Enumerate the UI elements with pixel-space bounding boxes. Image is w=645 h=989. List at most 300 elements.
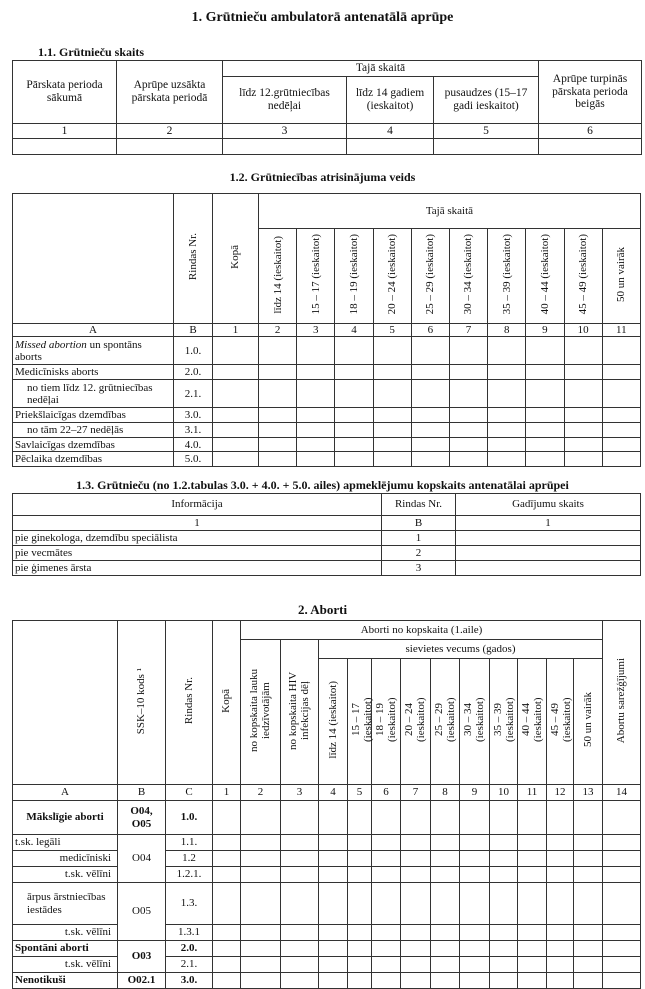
value-cell[interactable] (281, 925, 319, 941)
value-cell[interactable] (518, 851, 547, 867)
value-cell[interactable] (449, 365, 487, 380)
value-cell[interactable] (213, 801, 241, 835)
table-row (13, 835, 641, 851)
age-column-header (490, 659, 518, 785)
value-cell[interactable] (603, 835, 641, 851)
value-cell[interactable] (372, 883, 401, 925)
value-cell[interactable] (490, 925, 518, 941)
column-number: 12 (547, 785, 574, 801)
col-header: Pārskata perioda sākumā (13, 61, 117, 124)
row-number: 2.0. (166, 941, 213, 957)
value-cell[interactable] (490, 801, 518, 835)
value-cell[interactable] (223, 139, 347, 155)
value-cell[interactable] (518, 835, 547, 851)
value-cell[interactable] (460, 941, 490, 957)
value-cell[interactable] (603, 941, 641, 957)
value-cell[interactable] (526, 380, 564, 408)
value-cell[interactable] (547, 957, 574, 973)
value-cell[interactable] (564, 423, 602, 438)
value-cell[interactable] (213, 867, 241, 883)
age-column-header (373, 229, 411, 324)
value-cell[interactable] (335, 365, 373, 380)
table-row (13, 561, 641, 576)
value-cell[interactable] (372, 851, 401, 867)
column-number: 6 (372, 785, 401, 801)
table-row (13, 941, 641, 957)
value-cell[interactable] (373, 365, 411, 380)
value-cell[interactable] (319, 883, 348, 925)
group-header: Aborti no kopskaita (1.aile) (241, 621, 603, 640)
value-cell[interactable] (411, 365, 449, 380)
value-cell[interactable] (564, 337, 602, 365)
row-number: 1.1. (166, 835, 213, 851)
value-cell[interactable] (319, 851, 348, 867)
table-row (13, 452, 641, 467)
value-cell[interactable] (518, 957, 547, 973)
value-cell[interactable] (564, 365, 602, 380)
value-cell[interactable] (348, 867, 372, 883)
value-cell[interactable] (213, 973, 241, 989)
value-cell[interactable] (488, 423, 526, 438)
total-header: Kopā (229, 245, 242, 269)
value-cell[interactable] (488, 438, 526, 452)
value-cell[interactable] (547, 835, 574, 851)
value-cell[interactable] (547, 851, 574, 867)
value-cell[interactable] (297, 423, 335, 438)
value-cell[interactable] (526, 438, 564, 452)
value-cell[interactable] (449, 438, 487, 452)
col-header: pusaudzes (15–17 gadi ieskaitot) (434, 77, 539, 124)
value-cell[interactable] (259, 365, 297, 380)
value-cell[interactable] (526, 408, 564, 423)
value-cell[interactable] (431, 883, 460, 925)
value-cell[interactable] (431, 835, 460, 851)
value-cell[interactable] (348, 883, 372, 925)
value-cell[interactable] (297, 380, 335, 408)
row-number: 1.2.1. (166, 867, 213, 883)
age-column-header (547, 659, 574, 785)
value-cell[interactable] (347, 139, 434, 155)
value-cell[interactable] (401, 883, 431, 925)
value-cell[interactable] (348, 973, 372, 989)
value-cell[interactable] (488, 337, 526, 365)
value-cell[interactable] (281, 957, 319, 973)
value-cell[interactable] (460, 973, 490, 989)
value-cell[interactable] (431, 957, 460, 973)
value-cell[interactable] (259, 452, 297, 467)
value-cell[interactable] (297, 452, 335, 467)
value-cell[interactable] (281, 851, 319, 867)
column-number: 1 (13, 516, 382, 531)
column-number: 3 (297, 324, 335, 337)
value-cell[interactable] (241, 851, 281, 867)
value-cell[interactable] (490, 883, 518, 925)
table-row (13, 546, 641, 561)
col-header: Gadījumu skaits (456, 494, 641, 516)
value-cell[interactable] (213, 851, 241, 867)
value-cell[interactable] (373, 380, 411, 408)
value-cell[interactable] (449, 423, 487, 438)
value-cell[interactable] (431, 867, 460, 883)
age-column-header (564, 229, 602, 324)
value-cell[interactable] (460, 867, 490, 883)
value-cell[interactable] (259, 423, 297, 438)
value-cell[interactable] (574, 835, 603, 851)
value-cell[interactable] (13, 139, 117, 155)
value-cell[interactable] (574, 973, 603, 989)
value-cell[interactable] (564, 438, 602, 452)
value-cell[interactable] (373, 408, 411, 423)
column-number: 10 (564, 324, 602, 337)
value-cell[interactable] (460, 883, 490, 925)
row-label: Medicīnisks aborts (13, 365, 174, 380)
value-cell[interactable] (490, 941, 518, 957)
age-column-header (411, 229, 449, 324)
value-cell[interactable] (411, 452, 449, 467)
value-cell[interactable] (488, 365, 526, 380)
value-cell[interactable] (372, 925, 401, 941)
row-label: Spontāni aborti (13, 941, 118, 957)
column-number: 3 (281, 785, 319, 801)
value-cell[interactable] (348, 851, 372, 867)
value-cell[interactable] (603, 801, 641, 835)
value-cell[interactable] (213, 337, 259, 365)
value-cell[interactable] (372, 801, 401, 835)
value-cell[interactable] (411, 337, 449, 365)
table-row (13, 883, 641, 925)
row-label: t.sk. vēlīni (13, 957, 118, 973)
value-cell[interactable] (460, 957, 490, 973)
value-cell[interactable] (401, 941, 431, 957)
value-cell[interactable] (449, 380, 487, 408)
value-cell[interactable] (564, 408, 602, 423)
value-cell[interactable] (526, 365, 564, 380)
value-cell[interactable] (319, 973, 348, 989)
value-cell[interactable] (372, 867, 401, 883)
value-cell[interactable] (547, 867, 574, 883)
column-number: A (13, 324, 174, 337)
row-number: 2.0. (174, 365, 213, 380)
value-cell[interactable] (449, 337, 487, 365)
value-cell[interactable] (574, 941, 603, 957)
value-cell[interactable] (518, 941, 547, 957)
value-cell[interactable] (213, 452, 259, 467)
value-cell[interactable] (213, 835, 241, 851)
icd-code: O03 (118, 941, 166, 973)
value-cell[interactable] (319, 801, 348, 835)
value-cell[interactable] (117, 139, 223, 155)
value-cell[interactable] (518, 925, 547, 941)
value-cell[interactable] (401, 925, 431, 941)
col-header: Aprūpe turpinās pārskata perioda beigās (539, 61, 642, 124)
age-column-header (319, 659, 348, 785)
value-cell[interactable] (373, 452, 411, 467)
row-number: 4.0. (174, 438, 213, 452)
age-column-label: 25 – 29 (ieskaitot) (424, 234, 437, 315)
value-cell[interactable] (297, 337, 335, 365)
value-cell[interactable] (603, 973, 641, 989)
value-cell[interactable] (401, 801, 431, 835)
column-number: 6 (411, 324, 449, 337)
value-cell[interactable] (602, 438, 640, 452)
value-cell[interactable] (319, 941, 348, 957)
value-cell[interactable] (373, 337, 411, 365)
value-cell[interactable] (518, 867, 547, 883)
column-number: 14 (603, 785, 641, 801)
value-cell[interactable] (281, 801, 319, 835)
value-cell[interactable] (411, 438, 449, 452)
value-cell[interactable] (213, 423, 259, 438)
value-cell[interactable] (460, 851, 490, 867)
value-cell[interactable] (574, 957, 603, 973)
value-cell[interactable] (431, 925, 460, 941)
table-abortions (12, 620, 641, 989)
age-column-label: 18 – 19 (ieskaitot) (347, 234, 360, 315)
row-label: Pēclaika dzemdības (13, 452, 174, 467)
value-cell[interactable] (547, 925, 574, 941)
value-cell[interactable] (401, 835, 431, 851)
value-cell[interactable] (547, 801, 574, 835)
value-cell[interactable] (297, 408, 335, 423)
value-cell[interactable] (401, 867, 431, 883)
value-cell[interactable] (213, 438, 259, 452)
value-cell[interactable] (526, 452, 564, 467)
value-cell[interactable] (411, 380, 449, 408)
table-row (13, 365, 641, 380)
value-cell[interactable] (281, 835, 319, 851)
value-cell[interactable] (602, 337, 640, 365)
age-column-header (602, 229, 640, 324)
row-number: 5.0. (174, 452, 213, 467)
age-column-header (297, 229, 335, 324)
value-cell[interactable] (213, 883, 241, 925)
value-cell[interactable] (401, 973, 431, 989)
value-cell[interactable] (602, 423, 640, 438)
value-cell[interactable] (603, 925, 641, 941)
value-cell[interactable] (411, 423, 449, 438)
value-cell[interactable] (490, 851, 518, 867)
value-cell[interactable] (490, 973, 518, 989)
value-cell[interactable] (460, 925, 490, 941)
value-cell[interactable] (518, 801, 547, 835)
table-row (13, 337, 641, 365)
value-cell[interactable] (241, 883, 281, 925)
value-cell[interactable] (259, 380, 297, 408)
value-cell[interactable] (460, 801, 490, 835)
row-no-header: Rindas Nr. (182, 677, 195, 725)
value-cell[interactable] (526, 423, 564, 438)
value-cell[interactable] (319, 957, 348, 973)
value-cell[interactable] (539, 139, 642, 155)
value-cell[interactable] (281, 973, 319, 989)
value-cell[interactable] (213, 365, 259, 380)
value-cell[interactable] (431, 851, 460, 867)
value-cell[interactable] (574, 867, 603, 883)
value-cell[interactable] (372, 835, 401, 851)
icd-code: O04, O05 (118, 801, 166, 835)
value-cell[interactable] (373, 423, 411, 438)
table-row (13, 851, 641, 867)
table-pregnant-count (12, 60, 642, 155)
value-cell[interactable] (335, 438, 373, 452)
value-cell[interactable] (348, 957, 372, 973)
value-cell[interactable] (373, 438, 411, 452)
value-cell[interactable] (372, 941, 401, 957)
value-cell[interactable] (490, 867, 518, 883)
value-cell[interactable] (490, 957, 518, 973)
age-column-label: 25 – 29 (ieskaitot) (433, 697, 458, 743)
value-cell[interactable] (372, 957, 401, 973)
column-number: 2 (259, 324, 297, 337)
value-cell[interactable] (281, 941, 319, 957)
value-cell[interactable] (456, 531, 641, 546)
value-cell[interactable] (564, 380, 602, 408)
row-number: 3 (382, 561, 456, 576)
value-cell[interactable] (603, 957, 641, 973)
value-cell[interactable] (488, 408, 526, 423)
age-column-header (431, 659, 460, 785)
table-row (13, 531, 641, 546)
value-cell[interactable] (411, 408, 449, 423)
age-column-label: 15 – 17 (ieskaitot) (309, 234, 322, 315)
value-cell[interactable] (213, 925, 241, 941)
value-cell[interactable] (526, 337, 564, 365)
row-label: Missed abortion un spontāns aborts (13, 337, 174, 365)
value-cell[interactable] (518, 883, 547, 925)
value-cell[interactable] (241, 925, 281, 941)
row-label: ārpus ārstniecības iestādes (13, 883, 118, 925)
value-cell[interactable] (574, 801, 603, 835)
value-cell[interactable] (401, 957, 431, 973)
row-number: 3.0. (166, 973, 213, 989)
column-number: 11 (518, 785, 547, 801)
column-number: 3 (223, 124, 347, 139)
value-cell[interactable] (431, 801, 460, 835)
value-cell[interactable] (259, 337, 297, 365)
value-cell[interactable] (603, 867, 641, 883)
value-cell[interactable] (574, 883, 603, 925)
value-cell[interactable] (241, 867, 281, 883)
value-cell[interactable] (319, 925, 348, 941)
value-cell[interactable] (574, 925, 603, 941)
value-cell[interactable] (449, 408, 487, 423)
value-cell[interactable] (241, 801, 281, 835)
row-no-header: Rindas Nr. (186, 233, 199, 281)
value-cell[interactable] (335, 423, 373, 438)
section-1-2-heading: 1.2. Grūtniecības atrisinājuma veids (229, 170, 416, 184)
value-cell[interactable] (574, 851, 603, 867)
value-cell[interactable] (335, 408, 373, 423)
value-cell[interactable] (449, 452, 487, 467)
value-cell[interactable] (488, 452, 526, 467)
value-cell[interactable] (603, 851, 641, 867)
column-number: B (118, 785, 166, 801)
value-cell[interactable] (335, 380, 373, 408)
value-cell[interactable] (241, 973, 281, 989)
row-number: 1.0. (166, 801, 213, 835)
value-cell[interactable] (348, 801, 372, 835)
row-number: 1.0. (174, 337, 213, 365)
table-row (13, 925, 641, 941)
value-cell[interactable] (335, 452, 373, 467)
value-cell[interactable] (456, 546, 641, 561)
value-cell[interactable] (434, 139, 539, 155)
value-cell[interactable] (547, 973, 574, 989)
age-column-label: 15 – 17 (ieskaitot) (350, 697, 375, 743)
age-column-label: 30 – 34 (ieskaitot) (462, 697, 487, 743)
age-column-header (460, 659, 490, 785)
value-cell[interactable] (547, 941, 574, 957)
row-label: no tām 22–27 nedēļās (13, 423, 174, 438)
column-number: B (382, 516, 456, 531)
value-cell[interactable] (602, 408, 640, 423)
value-cell[interactable] (348, 835, 372, 851)
age-column-label: 20 – 24 (ieskaitot) (386, 234, 399, 315)
value-cell[interactable] (460, 835, 490, 851)
value-cell[interactable] (281, 883, 319, 925)
value-cell[interactable] (319, 867, 348, 883)
value-cell[interactable] (281, 867, 319, 883)
value-cell[interactable] (456, 561, 641, 576)
value-cell[interactable] (602, 452, 640, 467)
icd-code: O05 (118, 883, 166, 941)
value-cell[interactable] (297, 438, 335, 452)
value-cell[interactable] (319, 835, 348, 851)
value-cell[interactable] (518, 973, 547, 989)
value-cell[interactable] (348, 925, 372, 941)
column-number: 5 (434, 124, 539, 139)
value-cell[interactable] (213, 941, 241, 957)
value-cell[interactable] (335, 337, 373, 365)
value-cell[interactable] (213, 380, 259, 408)
value-cell[interactable] (241, 957, 281, 973)
value-cell[interactable] (213, 957, 241, 973)
table-row (13, 801, 641, 835)
column-number: 6 (539, 124, 642, 139)
value-cell[interactable] (602, 365, 640, 380)
value-cell[interactable] (564, 452, 602, 467)
value-cell[interactable] (259, 438, 297, 452)
age-column-header (449, 229, 487, 324)
value-cell[interactable] (602, 380, 640, 408)
age-column-header (401, 659, 431, 785)
value-cell[interactable] (241, 835, 281, 851)
column-number: B (174, 324, 213, 337)
value-cell[interactable] (241, 941, 281, 957)
value-cell[interactable] (488, 380, 526, 408)
value-cell[interactable] (372, 973, 401, 989)
row-label: Mākslīgie aborti (13, 801, 118, 835)
age-column-header (348, 659, 375, 785)
value-cell[interactable] (603, 883, 641, 925)
value-cell[interactable] (547, 883, 574, 925)
value-cell[interactable] (348, 941, 372, 957)
column-number: 10 (490, 785, 518, 801)
value-cell[interactable] (259, 408, 297, 423)
value-cell[interactable] (297, 365, 335, 380)
section-1-3-heading: 1.3. Grūtnieču (no 1.2.tabulas 3.0. + 4.0. + 5.0. ailes) apmeklējumu kopskaits antenatālai aprūpei (76, 478, 569, 492)
age-column-label: 40 – 44 (ieskaitot) (520, 697, 545, 743)
table-row (13, 423, 641, 438)
row-label: Nenotikuši (13, 973, 118, 989)
value-cell[interactable] (431, 973, 460, 989)
value-cell[interactable] (431, 941, 460, 957)
value-cell[interactable] (401, 851, 431, 867)
value-cell[interactable] (213, 408, 259, 423)
age-column-label: 40 – 44 (ieskaitot) (538, 234, 551, 315)
icd-code: O04 (118, 835, 166, 883)
value-cell[interactable] (490, 835, 518, 851)
